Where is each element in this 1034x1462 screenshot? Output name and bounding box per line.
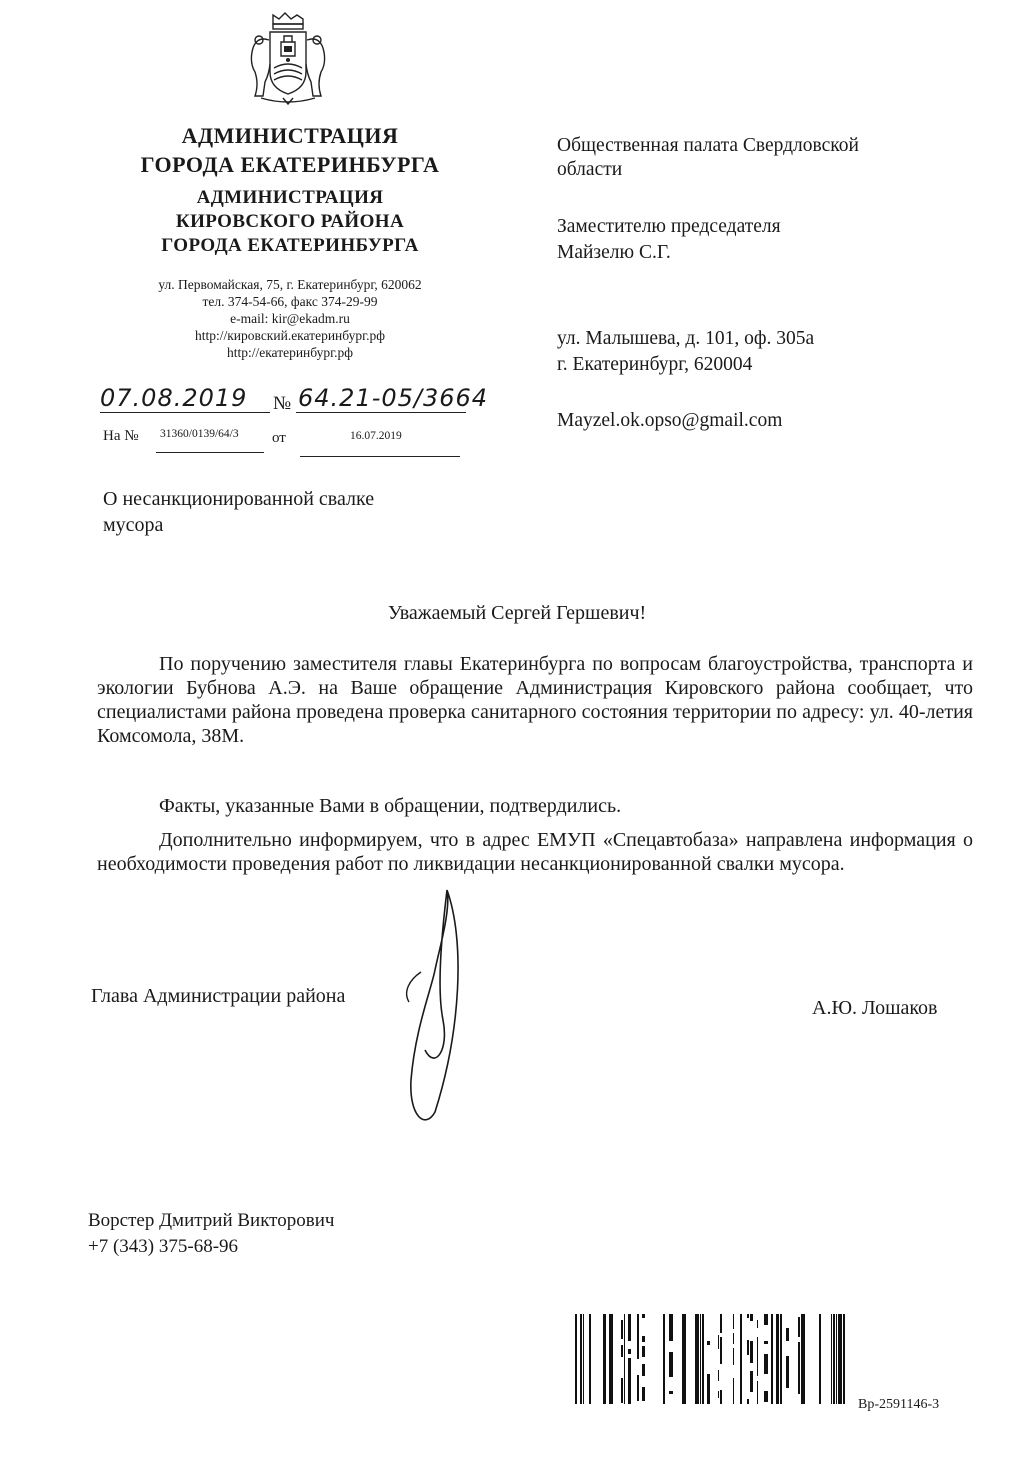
org-website-1: http://кировский.екатеринбург.рф <box>194 328 386 343</box>
org-email: e-mail: kir@ekadm.ru <box>230 311 350 326</box>
org-address: ул. Первомайская, 75, г. Екатеринбург, 620062 <box>158 277 422 292</box>
barcode-code: Вр-2591146-3 <box>858 1397 940 1412</box>
recipient-org-line2: области <box>557 159 623 180</box>
coat-of-arms-emblem <box>243 10 333 106</box>
registration-number: 64.21-05/3664 <box>298 384 489 412</box>
reply-date: 16.07.2019 <box>350 430 402 442</box>
recipient-position: Заместителю председателя <box>557 216 781 237</box>
executor-name: Ворстер Дмитрий Викторович <box>88 1210 335 1231</box>
number-sign: № <box>273 393 292 414</box>
from-label: от <box>272 430 286 446</box>
org-website-2: http://екатеринбург.рф <box>226 345 354 360</box>
subject-line1: О несанкционированной свалке <box>103 488 375 510</box>
dept-name-line3: ГОРОДА ЕКАТЕРИНБУРГА <box>161 235 419 256</box>
salutation: Уважаемый Сергей Гершевич! <box>387 602 647 624</box>
signatory-name: А.Ю. Лошаков <box>812 997 938 1019</box>
dept-name-line2: КИРОВСКОГО РАЙОНА <box>175 211 405 232</box>
registration-date: 07.08.2019 <box>100 384 248 412</box>
signatory-title: Глава Администрации района <box>91 985 346 1007</box>
org-name-line1: АДМИНИСТРАЦИЯ <box>181 123 399 148</box>
subject-line2: мусора <box>103 514 164 536</box>
reply-prefix: На № <box>103 428 139 444</box>
recipient-name: Майзелю С.Г. <box>557 242 671 263</box>
recipient-email: Mayzel.ok.opso@gmail.com <box>557 410 783 431</box>
executor-phone: +7 (343) 375-68-96 <box>88 1236 239 1257</box>
recipient-org-line1: Общественная палата Свердловской <box>557 135 859 156</box>
body-paragraph-3: Дополнительно информируем, что в адрес ЕМУП «Спецавтобаза» направлена информация о необходимости проведения работ по ликвидации несанкционированной свалки мусора. <box>97 829 973 875</box>
handwritten-signature <box>395 880 475 1130</box>
recipient-city: г. Екатеринбург, 620004 <box>557 354 753 375</box>
recipient-street: ул. Малышева, д. 101, оф. 305а <box>557 328 815 349</box>
body-paragraph-1: По поручению заместителя главы Екатеринбурга по вопросам благоустройства, транспорта и экологии Бубнова А.Э. на Ваше обращение Администрация Кировского района сообщает, что специалистами района проведена проверка санитарного состояния территории по адресу: ул. 40-летия Комсомола, 38М. <box>97 653 973 747</box>
document-barcode <box>575 1314 847 1404</box>
org-phone: тел. 374-54-66, факс 374-29-99 <box>202 294 378 309</box>
dept-name-line1: АДМИНИСТРАЦИЯ <box>196 187 384 208</box>
org-name-line2: ГОРОДА ЕКАТЕРИНБУРГА <box>140 152 440 177</box>
reply-number: 31360/0139/64/3 <box>160 428 239 440</box>
body-paragraph-2: Факты, указанные Вами в обращении, подтвердились. <box>159 795 622 817</box>
